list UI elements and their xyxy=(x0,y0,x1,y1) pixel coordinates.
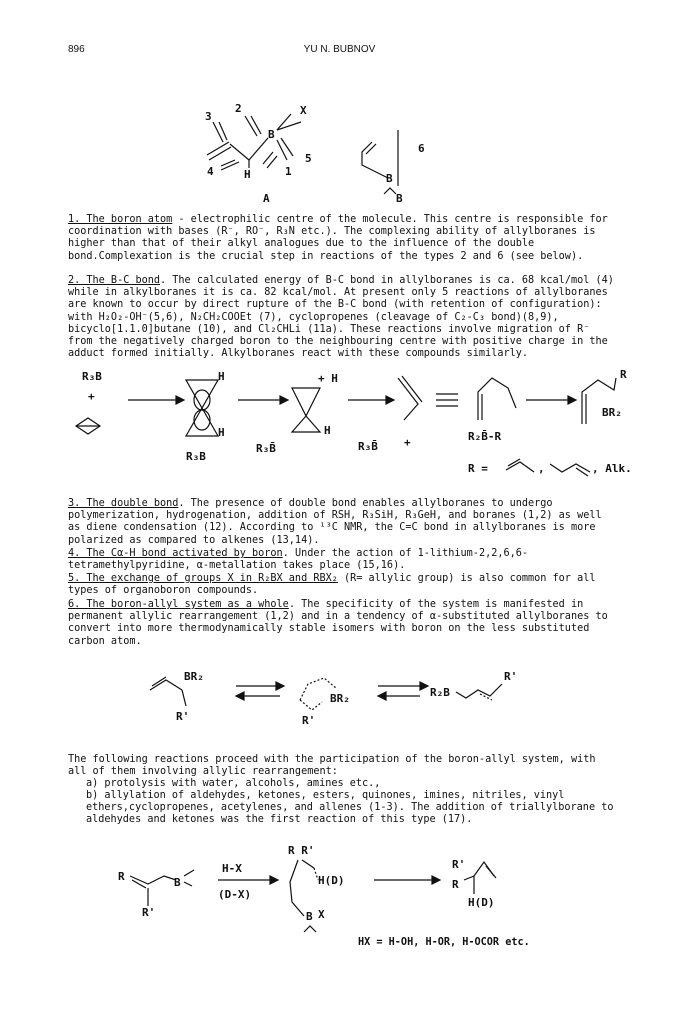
page-number: 896 xyxy=(68,44,85,55)
atom-b: B xyxy=(386,172,393,185)
section-2 xyxy=(68,275,616,360)
label-rr: R R' xyxy=(288,844,315,857)
atom-h: H xyxy=(244,168,251,181)
label-r2b-r: R₂B̄-R xyxy=(468,430,502,443)
scheme-3-protolysis-diagram xyxy=(118,840,638,950)
label-r3b: R₃B xyxy=(186,450,206,463)
plus-sign: + xyxy=(404,436,411,449)
section-4-heading: 4. The Cα-H bond activated by boron xyxy=(68,548,283,559)
label-6: 6 xyxy=(418,142,425,155)
running-head: YU N. BUBNOV xyxy=(303,44,376,55)
section-5-heading: 5. The exchange of groups X in R₂BX and RBX₂ xyxy=(68,573,338,584)
label-br2: BR₂ xyxy=(602,406,622,419)
section-6-body: . The specificity of the system is manifested in permanent allylic rearrangement (1,2) and in a tendency of α-substituted allylboranes to convert into more thermodynamically stable isomers with boron on the less substituted carbon atom. xyxy=(68,599,608,647)
substituent-x: X xyxy=(300,104,307,117)
section-5-body: (R= allylic group) is also common for all types of organoboron compounds. xyxy=(68,573,596,597)
scheme-2-rearrangement-diagram xyxy=(150,666,530,746)
label-hd: H(D) xyxy=(468,896,495,909)
label-1: 1 xyxy=(285,165,292,178)
label-4: 4 xyxy=(207,165,214,178)
label-r-prime: R' xyxy=(302,714,316,727)
figure-a-allylborane-diagram xyxy=(205,100,355,210)
reaction-b: b) allylation of aldehydes, ketones, esters, quinones, imines, nitriles, vinyl ethers,cyclopropenes, acetylenes, and allenes (1-3). The addition of triallylborane to aldehydes and ketones was the first reaction of this type (17). xyxy=(86,790,614,826)
label-plus-h: + H xyxy=(318,372,338,385)
atom-b: B xyxy=(268,128,275,141)
label-r-prime: R' xyxy=(504,670,518,683)
label-br2: BR₂ xyxy=(330,692,350,705)
label-r-prime: R' xyxy=(452,858,466,871)
label-2: 2 xyxy=(235,102,242,115)
section-2-body: . The calculated energy of B-C bond in allylboranes is ca. 68 kcal/mol (4) while in alkylboranes it is ca. 82 kcal/mol. At present only 5 reactions of allylboranes are known to occur by direct rupture of the B-C bond (with retention of configuration): with H₂O₂-OH⁻(5,6), N₂CH₂COOEt (7), cyclopropenes (cleavage of C₂-C₃ bond)(8,9), bicyclo[1.1.0]butane (10), and Cl₂CHLi (11a). These reactions involve migration of R⁻ from the negatively charged boron to the neighbouring centre with positive charge in the adduct formed initially. Alkylboranes react with these compounds similarly. xyxy=(68,275,614,360)
reagent-r3b: R₃B xyxy=(82,370,102,383)
label-r-equals: R = xyxy=(468,462,488,475)
label-h: H xyxy=(324,424,331,437)
reagent-hx: H-X xyxy=(222,862,242,875)
comma: , xyxy=(538,462,545,475)
scheme-1-reaction-diagram xyxy=(68,368,632,498)
section-4 xyxy=(68,548,616,572)
hx-definition: HX = H-OH, H-OR, H-OCOR etc. xyxy=(358,937,530,948)
section-6 xyxy=(68,599,616,648)
label-h: H xyxy=(218,426,225,439)
figure-label-b: B xyxy=(396,192,403,205)
reagent-dx: (D-X) xyxy=(218,888,252,901)
figure-label-a: A xyxy=(263,192,270,205)
atom-b: B xyxy=(174,876,181,889)
section-1 xyxy=(68,214,616,263)
label-5: 5 xyxy=(305,152,312,165)
plus-sign: + xyxy=(88,390,95,403)
reaction-a-text: a) protolysis with water, alcohols, amines etc., xyxy=(86,778,381,789)
label-3: 3 xyxy=(205,110,212,123)
section-2-heading: 2. The B-C bond xyxy=(68,275,161,286)
reaction-a xyxy=(68,778,616,790)
label-r: R xyxy=(452,878,459,891)
label-h: H xyxy=(218,370,225,383)
label-br2: BR₂ xyxy=(184,670,204,683)
label-x: X xyxy=(318,908,325,921)
label-r-prime: R' xyxy=(142,906,156,919)
section-6-heading: 6. The boron-allyl system as a whole xyxy=(68,599,289,610)
label-r3b-minus: R₃B̄ xyxy=(358,440,378,453)
label-r3b-minus: R₃B̄ xyxy=(256,442,276,455)
atom-b-x: B xyxy=(306,910,313,923)
section-5 xyxy=(68,573,616,597)
label-hd: H(D) xyxy=(318,874,345,887)
section-3-body: . The presence of double bond enables allylboranes to undergo polymerization, hydrogenation, addition of RSH, R₃SiH, R₃GeH, and boranes (1,2) as well as diene condensation (12). According to ¹³C NMR, the C=C bond in allylboranes is more polarized as compared to alkenes (13,14). xyxy=(68,498,602,546)
label-r2b: R₂B xyxy=(430,686,450,699)
section-3-heading: 3. The double bond xyxy=(68,498,179,509)
label-r-prime: R' xyxy=(176,710,190,723)
section-1-body: - electrophilic centre of the molecule. This centre is responsible for coordination with bases (R⁻, RO⁻, R₃N etc.). The complexing ability of allylboranes is higher than that of their alkyl analogues due to the influence of the double bond.Complexation is the crucial step in reactions of the types 2 and 6 (see below). xyxy=(68,214,608,262)
label-alk: , Alk. xyxy=(592,462,632,475)
reactions-intro: The following reactions proceed with the participation of the boron-allyl system, with all of them involving allylic rearrangement: xyxy=(68,754,596,778)
section-4-body: . Under the action of 1-lithium-2,2,6,6-tetramethylpyridine, α-metallation takes place (15,16). xyxy=(68,548,529,572)
label-r: R xyxy=(118,870,125,883)
section-1-heading: 1. The boron atom xyxy=(68,214,173,225)
section-3 xyxy=(68,498,616,547)
label-r: R xyxy=(620,368,627,381)
figure-b-cyclic-diagram xyxy=(362,100,442,210)
